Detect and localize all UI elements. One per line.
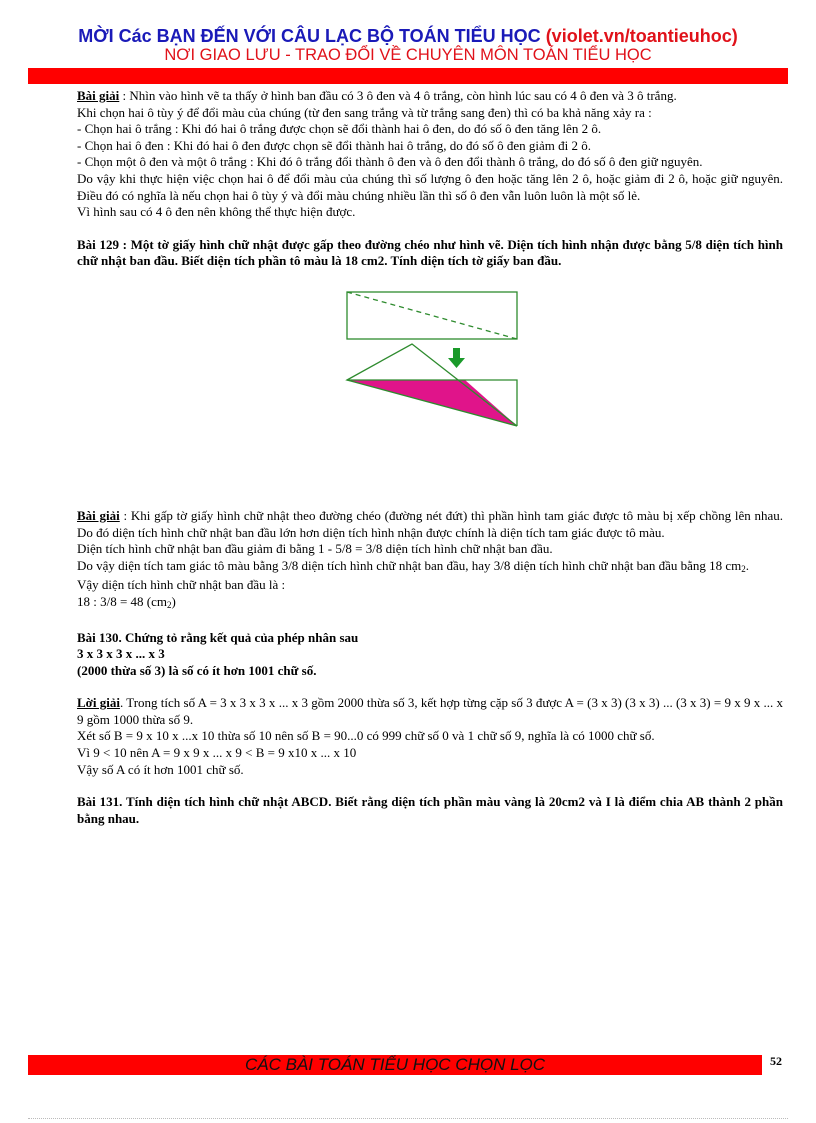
problem-131: Bài 131. Tính diện tích hình chữ nhật ABCD. Biết rằng diện tích phần màu vàng là 20cm2 và I là điểm chia AB thành 2 phần bằng nhau. [77, 794, 783, 826]
solution-130-line: Vậy số A có ít hơn 1001 chữ số. [77, 761, 244, 777]
footer-title: CÁC BÀI TOÁN TIỂU HỌC CHỌN LỌC [244, 1055, 546, 1074]
header-site-link[interactable]: (violet.vn/toantieuhoc) [545, 26, 738, 46]
solution-128-line: - Chọn hai ô đen : Khi đó hai ô đen được chọn sẽ đổi thành hai ô trắng, do đó số ô đen giảm đi 2 ô. [77, 137, 591, 153]
solution-label: Bài giải [77, 507, 120, 523]
solution-130-line: Vì 9 < 10 nên A = 9 x 9 x ... x 9 < B = 9 x10 x ... x 10 [77, 745, 357, 761]
solution-130-l1: Lời giải. Trong tích số A = 3 x 3 x 3 x ... x 3 gồm 2000 thừa số 3, kết hợp từng cặp số 3 được A = (3 x 3) (3 x 3) ... (3 x 3) = 9 x 9 x ... x 9 gồm 1000 thừa số 9. [77, 695, 783, 727]
solution-128-intro: Bài giải : Nhìn vào hình vẽ ta thấy ở hình ban đầu có 3 ô đen và 4 ô trắng, còn hình lúc sau có 4 ô đen và 3 ô trắng. [77, 88, 677, 103]
problem-130-line: Bài 130. Chứng tỏ rằng kết quả của phép nhân sau [77, 629, 359, 645]
solution-129-line: Vậy diện tích hình chữ nhật ban đầu là : [77, 577, 286, 593]
down-arrow-head [448, 358, 465, 368]
solution-129-line: 18 : 3/8 = 48 $(cm_2)$ [77, 593, 176, 610]
solution-128-line: - Chọn hai ô trắng : Khi đó hai ô trắng được chọn sẽ đổi thành hai ô đen, do đó số ô đen tăng lên 2 ô. [77, 121, 602, 137]
problem-130-line: (2000 thừa số 3) là số có ít hơn 1001 chữ số. [77, 662, 317, 678]
header-line-2: NƠI GIAO LƯU - TRAO ĐỔI VỀ CHUYÊN MÔN TOÁN TIỂU HỌC [164, 46, 652, 64]
solution-128-line: Do vậy khi thực hiện việc chọn hai ô để đổi màu của chúng thì số lượng ô đen hoặc tăng lên 2 ô, hoặc giảm đi 2 ô, hoặc giữ nguyên. Điều đó có nghĩa là nếu chọn hai ô tùy ý và đổi màu chúng nhiều lần thì số ô đen vẫn luôn luôn là một số lẻ. [77, 170, 783, 203]
page-content [77, 88, 783, 827]
header-line-1 [0, 26, 816, 47]
original-rectangle [347, 292, 517, 339]
bottom-dotted-rule [28, 1118, 788, 1119]
figure-svg [77, 280, 783, 490]
solution-label: Lời giải [77, 695, 120, 711]
problem-130-line: 3 x 3 x 3 x ... x 3 [77, 646, 165, 662]
solution-130-line: Xét số B = 9 x 10 x ...x 10 thừa số 10 nên số B = 90...0 có 999 chữ số 0 và 1 chữ số 9, nghĩa là có 1000 chữ số. [77, 728, 655, 744]
header-red-bar [28, 68, 788, 84]
folded-paper-figure [77, 280, 783, 490]
solution-129-line: Diện tích hình chữ nhật ban đầu giảm đi bằng 1 - 5/8 = 3/8 diện tích hình chữ nhật ban đầu. [77, 541, 553, 557]
problem-129: Bài 129 : Một tờ giấy hình chữ nhật được gấp theo đường chéo như hình vẽ. Diện tích hình nhận được bằng 5/8 diện tích hình chữ nhật ban đầu. Biết diện tích phần tô màu là 18 cm2. Tính diện tích tờ giấy ban đầu. [77, 236, 783, 269]
solution-128-line: Khi chọn hai ô tùy ý để đổi màu của chúng (từ đen sang trắng và từ trắng sang đen) thì có ba khả năng xảy ra : [77, 104, 652, 120]
fold-diagonal-dashed [347, 292, 517, 339]
solution-128-line: Vì hình sau có 4 ô đen nên không thể thực hiện được. [77, 204, 356, 220]
solution-129-line: Do vậy diện tích tam giác tô màu bằng 3/8 diện tích hình chữ nhật ban đầu, hay 3/8 diện tích hình chữ nhật ban đầu bằng 18 $cm_2$. [77, 557, 750, 574]
solution-label: Bài giải [77, 88, 120, 103]
solution-129-l1: Bài giải : Khi gấp tờ giấy hình chữ nhật theo đường chéo (đường nét đứt) thì phần hình tam giác được tô màu bị xếp chồng lên nhau. Do đó diện tích hình chữ nhật ban đầu lớn hơn diện tích hình nhận được chính là diện tích tam giác được tô màu. [77, 507, 783, 540]
solution-128-line: - Chọn một ô đen và một ô trắng : Khi đó ô trắng đổi thành ô đen và ô đen đổi thành ô trắng, do đó số ô đen giữ nguyên. [77, 154, 703, 170]
header-title: MỜI Các BẠN ĐẾN VỚI CÂU LẠC BỘ TOÁN TIỂU HỌC [78, 26, 546, 46]
page-number: 52 [770, 1054, 782, 1068]
